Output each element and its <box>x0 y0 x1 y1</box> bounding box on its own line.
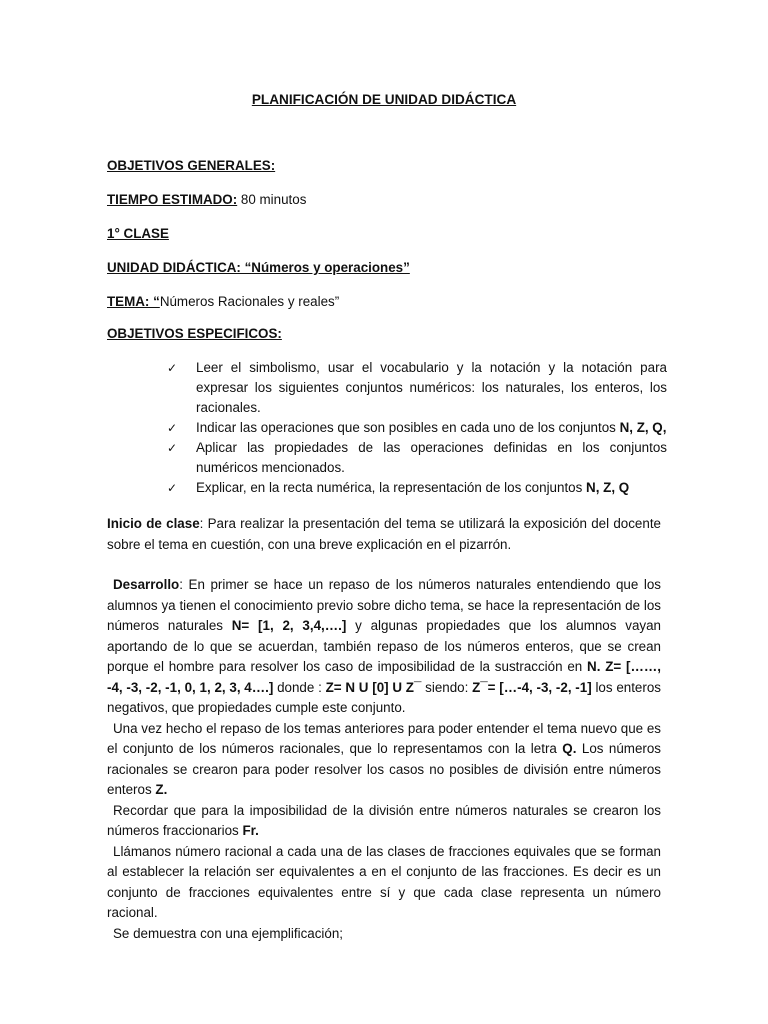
list-item <box>167 438 667 478</box>
desarrollo-paragraph-3 <box>107 801 661 842</box>
bullet-text: Leer el simbolismo, usar el vocabulario y la notación y la notación para expresar los siguientes conjuntos numéricos: los naturales, los enteros, los racionales. <box>196 360 667 415</box>
desarrollo-paragraph-4: Llámanos número racional a cada una de las clases de fracciones equivales que se forman al establecer la relación ser equivalentes a en el conjunto de las fracciones. Es decir es un conjunto de fracciones equivalentes entre sí y que cada clase representa un número racional. <box>107 843 661 920</box>
bullet-bold: N, Z, Q, <box>619 420 667 435</box>
desarrollo-text: y algunas propiedades que los alumnos vayan aportando de lo que se acuerdan, también repaso de los números enteros, que se crean porque el hombre para resolver los caso de imposibilidad de la sustracción en <box>107 618 661 674</box>
desarrollo-text: Recordar que para la imposibilidad de la división entre números naturales se crearon los números fraccionarios <box>107 802 661 838</box>
tema-label: TEMA: “ <box>107 294 160 309</box>
heading-clase: 1° CLASE <box>107 226 169 241</box>
bullet-text: Explicar, en la recta numérica, la representación de los conjuntos <box>196 480 587 495</box>
list-item <box>167 358 667 418</box>
desarrollo-text: : En primer se hace un repaso de los números naturales entendiendo que los alumnos ya tienen el conocimiento previo sobre dicho tema, se hace la representación de los números naturales <box>107 577 661 633</box>
tema-line <box>107 294 339 309</box>
desarrollo-text: Los números racionales se crearon para poder resolver los casos no posibles de división entre números enteros <box>107 741 661 797</box>
bullet-text: Aplicar las propiedades de las operaciones definidas en los conjuntos numéricos mencionados. <box>196 440 667 475</box>
desarrollo-text: siendo: <box>421 679 473 695</box>
desarrollo-label: Desarrollo <box>113 577 180 592</box>
heading-unidad-didactica: UNIDAD DIDÁCTICA: “Números y operaciones” <box>107 260 410 275</box>
checkmark-icon: ✓ <box>167 481 178 495</box>
negativos-set: Z¯= […-4, -3, -2, -1] <box>472 679 592 695</box>
inicio-text: : Para realizar la presentación del tema se utilizará la exposición del docente sobre el tema en cuestión, con una breve explicación en el pizarrón. <box>107 516 661 552</box>
tiempo-estimado-label: TIEMPO ESTIMADO: <box>107 192 238 207</box>
desarrollo-paragraph-1 <box>107 575 661 719</box>
checkmark-icon: ✓ <box>167 441 178 455</box>
list-item <box>167 418 667 438</box>
desarrollo-text: los enteros negativos, que propiedades cumple este conjunto. <box>107 679 661 715</box>
desarrollo-paragraph-2 <box>107 719 661 801</box>
desarrollo-text: Una vez hecho el repaso de los temas anteriores para poder entender el tema nuevo que es el conjunto de los números racionales, que lo representamos con la letra <box>107 720 661 756</box>
enteros-set: N. Z= [……, -4, -3, -2, -1, 0, 1, 2, 3, 4….] <box>107 659 662 695</box>
list-item <box>167 478 667 498</box>
racionales-letter: Q. <box>562 741 577 756</box>
tiempo-estimado-line <box>107 192 306 207</box>
enteros-union: Z= N U [0] U Z¯ <box>325 679 422 695</box>
bullet-text: Indicar las operaciones que son posibles en cada uno de los conjuntos <box>196 420 620 435</box>
document-title: PLANIFICACIÓN DE UNIDAD DIDÁCTICA <box>251 92 517 107</box>
checkmark-icon: ✓ <box>167 361 178 375</box>
bullet-bold: N, Z, Q <box>586 480 630 495</box>
tiempo-estimado-value: 80 minutos <box>237 192 307 207</box>
objetivos-list <box>167 358 667 498</box>
inicio-paragraph <box>107 514 661 555</box>
desarrollo-paragraph-5: Se demuestra con una ejemplificación; <box>113 925 344 941</box>
heading-objetivos-generales: OBJETIVOS GENERALES: <box>107 158 276 173</box>
tema-value: Números Racionales y reales” <box>159 294 340 309</box>
inicio-label: Inicio de clase <box>107 516 200 531</box>
enteros-letter: Z. <box>155 782 168 797</box>
naturales-set: N= [1, 2, 3,4,….] <box>231 618 347 633</box>
checkmark-icon: ✓ <box>167 421 178 435</box>
fraccionarios-letter: Fr. <box>242 823 259 838</box>
desarrollo-text: donde : <box>273 679 326 695</box>
heading-objetivos-especificos: OBJETIVOS ESPECIFICOS: <box>107 326 282 341</box>
desarrollo-section <box>107 575 661 944</box>
